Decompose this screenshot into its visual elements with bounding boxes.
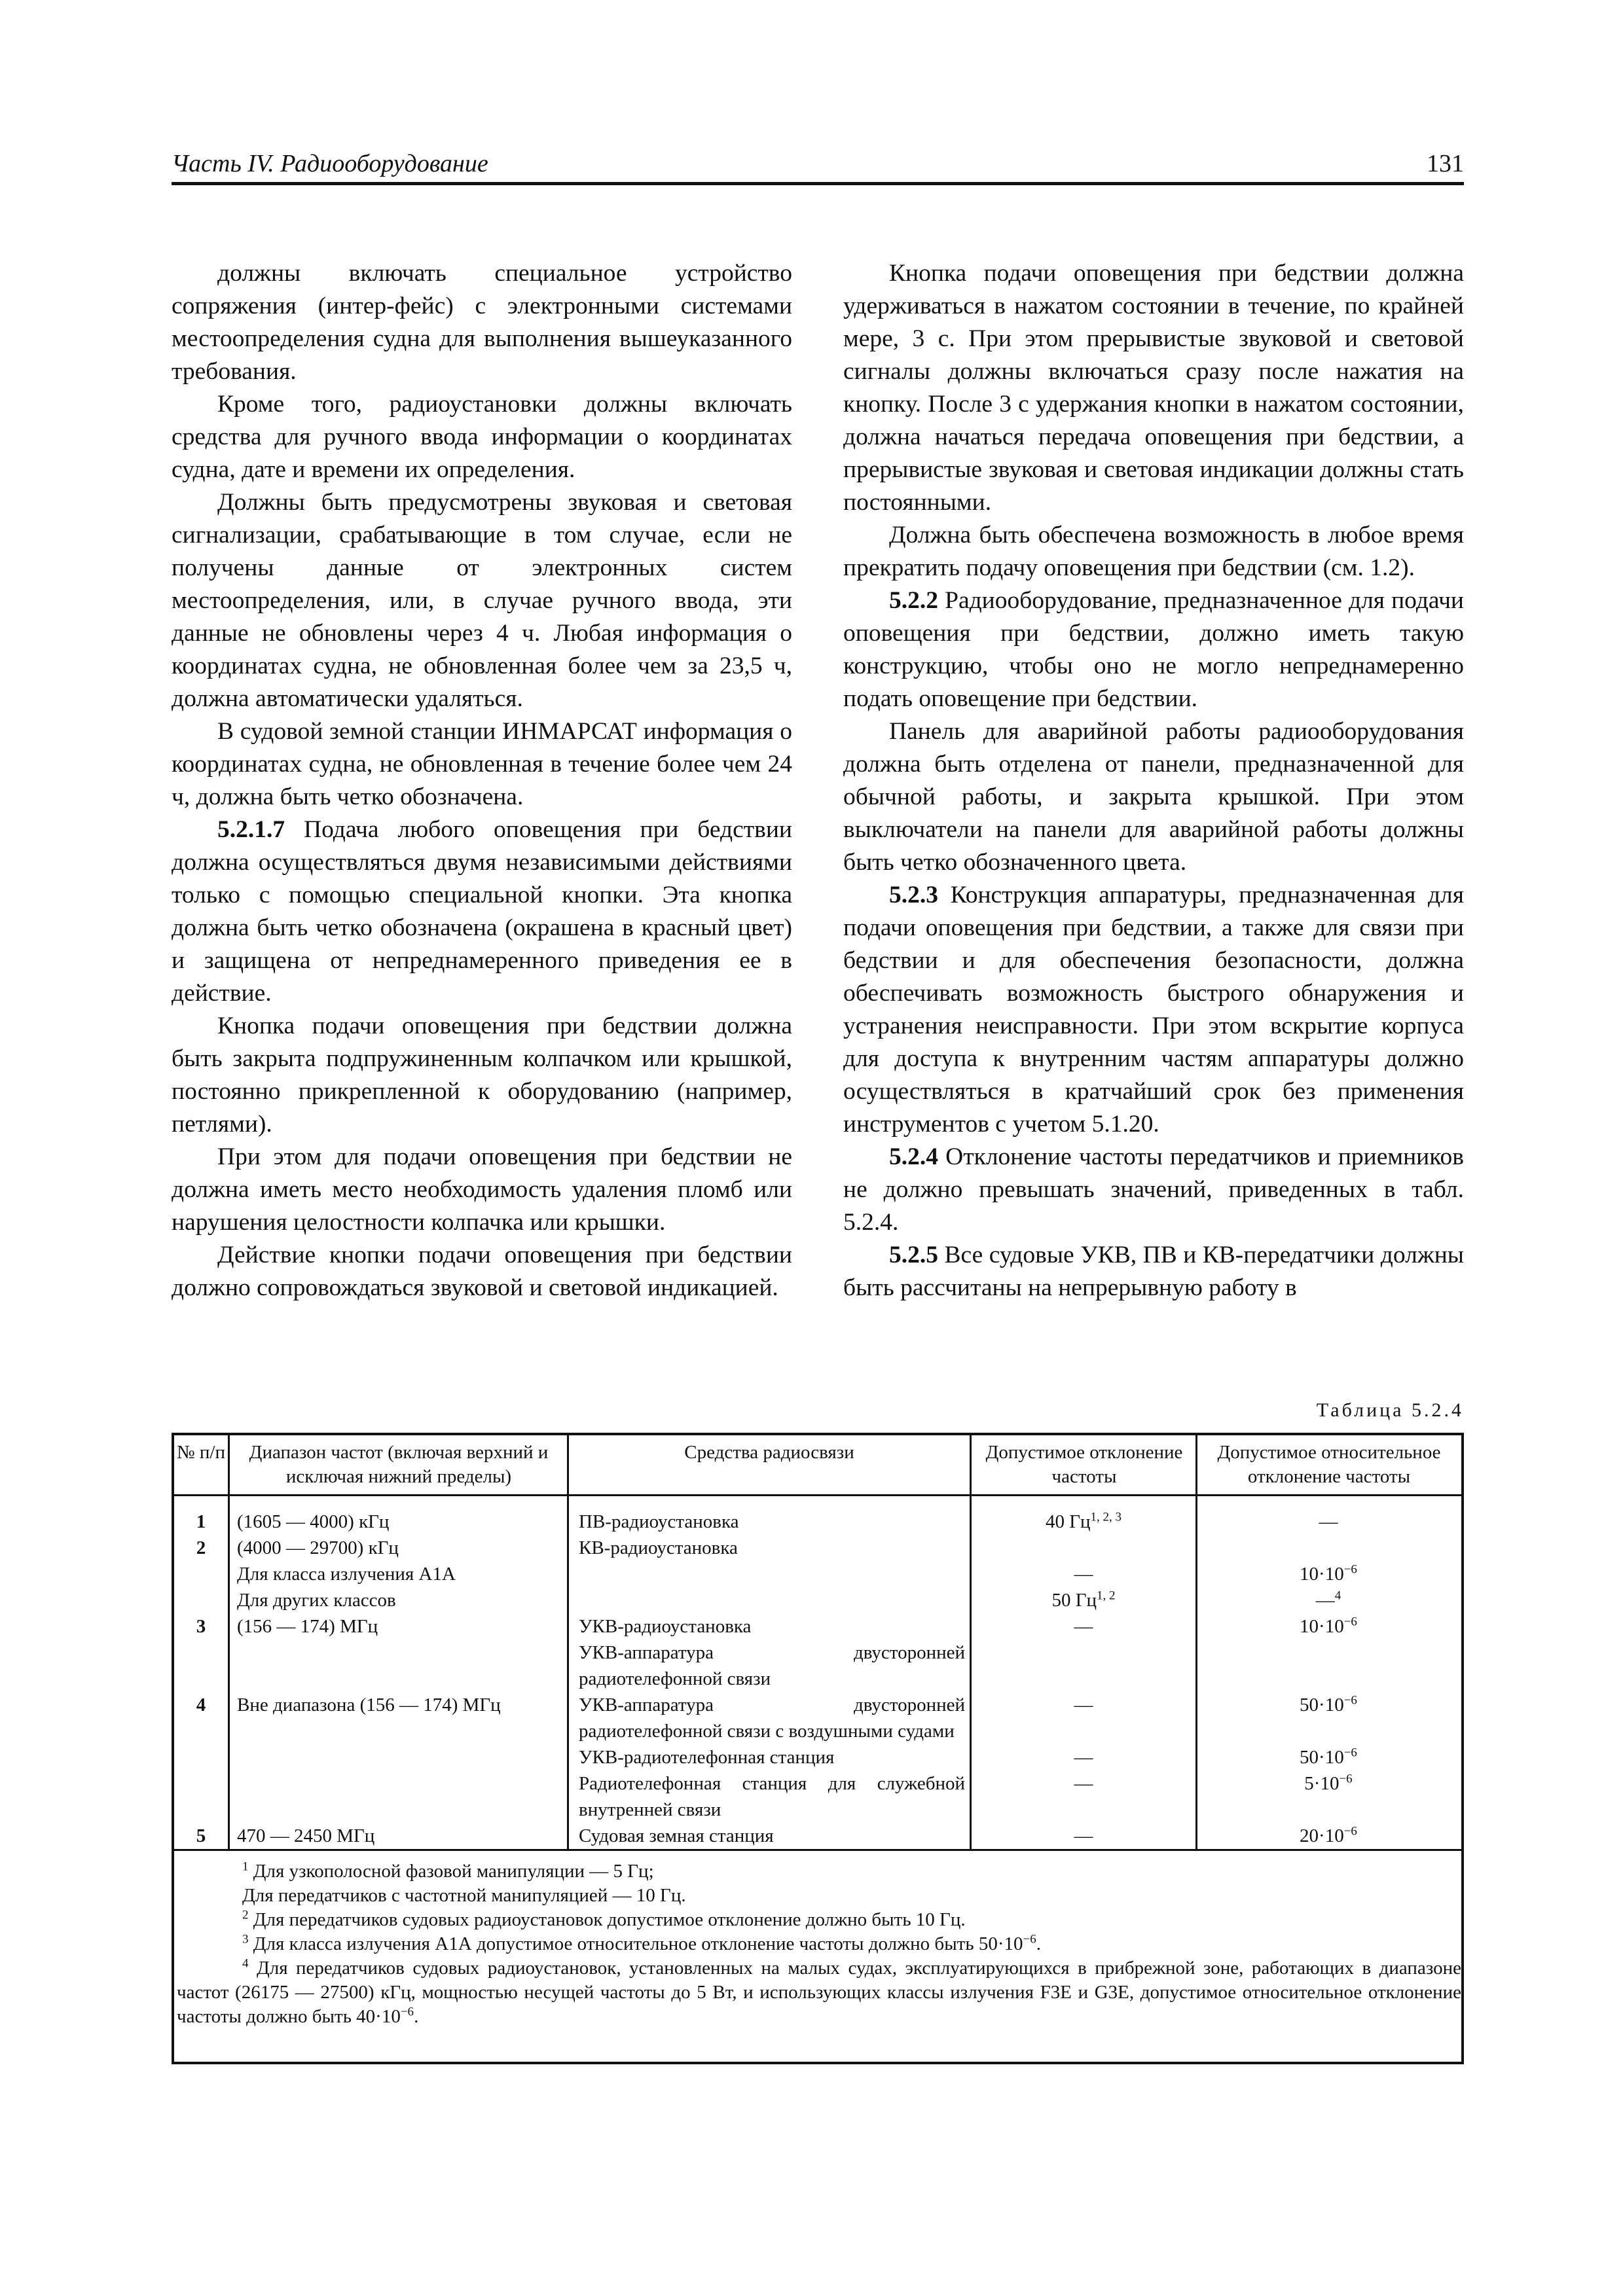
exponent: −6 [1339, 1772, 1353, 1786]
clause-number: 5.2.1.7 [217, 816, 285, 843]
rel-deviation-cell [1197, 1823, 1459, 1849]
abs-deviation-cell: — [1074, 1616, 1093, 1637]
paragraph [172, 814, 792, 1010]
rel-deviation-cell [1197, 1744, 1459, 1770]
table-caption: Таблица 5.2.4 [1316, 1399, 1464, 1421]
header-divider [174, 1494, 1461, 1496]
punctuation: . [414, 2006, 419, 2027]
value: 40 Гц [1045, 1511, 1091, 1532]
clause-text: Подача любого оповещения при бедствии должна осуществляться двумя независимыми действиями только с помощью специальной кнопки. Эта кнопка должна быть четко обозначена (окрашена в красный цвет) и защищена от непреднамеренного приведения ее в действие. [172, 816, 792, 1007]
value: — [1315, 1590, 1335, 1611]
paragraph [843, 879, 1464, 1141]
row-number: 1 [196, 1511, 206, 1532]
row-number: 5 [196, 1825, 206, 1846]
frequency-deviation-table [172, 1433, 1464, 2064]
clause-text: Все судовые УКВ, ПВ и КВ-передатчики должны быть рассчитаны на непрерывную работу в [843, 1242, 1464, 1301]
paragraph: должны включать специальное устройство сопряжения (интер-фейс) с электронными системами местоопределения судна для выполнения вышеуказанного требования. [172, 260, 792, 385]
row-number: 4 [196, 1695, 206, 1715]
running-header [172, 143, 1464, 185]
column-divider [567, 1435, 569, 1849]
exponent: −6 [1343, 1615, 1357, 1629]
clause-number: 5.2.3 [889, 882, 938, 908]
clause-text: Отклонение частоты передатчиков и приемников не должно превышать значений, приведенных в табл. 5.2.4. [843, 1143, 1464, 1236]
range-cell: Вне диапазона (156 — 174) МГц [237, 1695, 501, 1715]
footnote [177, 1956, 1461, 2029]
footnote [177, 1932, 1461, 1956]
exponent: −6 [1343, 1562, 1357, 1577]
clause-number: 5.2.4 [889, 1143, 938, 1170]
exponent: −6 [1343, 1746, 1357, 1760]
header-abs-deviation: Допустимое отклонение частоты [985, 1442, 1183, 1487]
rel-deviation-cell [1197, 1613, 1459, 1640]
paragraph: Должны быть предусмотрены звуковая и световая сигнализации, срабатывающие в том случае, если не получены данные от электронных систем местоопределения, или, в случае ручного ввода, эти данные не обновлены через 4 ч. Любая информация о координатах судна, не обновленная более чем за 23,5 ч, должна автоматически удаляться. [172, 489, 792, 712]
paragraph: Действие кнопки подачи оповещения при бедствии должно сопровождаться звуковой и световой индикацией. [172, 1242, 792, 1301]
footnote-text: Для передатчиков судовых радиоустановок, установленных на малых судах, эксплуатирующихся в прибрежной зоне, работающих в диапазоне частот (26175 — 27500) кГц, мощностью несущей частоты до 5 Вт, и использующих классы излучения F3E и G3E, допустимое относительное отклонение частоты должно быть 40·10 [177, 1958, 1461, 2027]
header-range: Диапазон частот (включая верхний и исключая нижний пределы) [249, 1442, 549, 1487]
paragraph: Кроме того, радиоустановки должны включать средства для ручного ввода информации о координатах судна, дате и времени их определения. [172, 391, 792, 483]
abs-deviation-cell: — [1074, 1564, 1093, 1585]
column-divider [228, 1435, 230, 1849]
rel-deviation-cell [1197, 1770, 1459, 1797]
header-means: Средства радиосвязи [684, 1442, 854, 1463]
abs-deviation-cell: — [1074, 1825, 1093, 1846]
clause-text: Конструкция аппаратуры, предназначенная для подачи оповещения при бедствии, а также для связи при бедствии и для обеспечения безопасности, должна обеспечивать возможность быстрого обнаружения и устранения неисправности. При этом вскрытие корпуса для доступа к внутренним частям аппаратуры должно осуществляться в кратчайший срок без применения инструментов с учетом 5.1.20. [843, 882, 1464, 1138]
means-cell: Судовая земная станция [579, 1825, 774, 1846]
abs-deviation-cell [972, 1509, 1195, 1535]
abs-deviation-cell: — [1074, 1747, 1093, 1768]
abs-deviation-cell: — [1074, 1773, 1093, 1794]
footnote-ref: 1, 2 [1097, 1588, 1116, 1603]
rel-deviation-cell: — [1319, 1511, 1338, 1532]
rel-deviation-cell [1197, 1587, 1459, 1613]
means-cell: КВ-радиоустановка [579, 1537, 738, 1558]
abs-deviation-cell [972, 1587, 1195, 1613]
means-cell: УКВ-аппаратура двусторонней радиотелефонной связи [579, 1642, 965, 1689]
value: 10·10 [1300, 1616, 1344, 1637]
footnote-mark: 1 [242, 1859, 249, 1874]
value: 50·10 [1300, 1695, 1344, 1715]
paragraph: При этом для подачи оповещения при бедствии не должна иметь место необходимость удаления пломб или нарушения целостности колпачка или крышки. [172, 1143, 792, 1236]
footnote-mark: 4 [242, 1956, 249, 1971]
paragraph [843, 1239, 1464, 1304]
range-cell: (1605 — 4000) кГц [237, 1511, 390, 1532]
abs-deviation-cell: — [1074, 1695, 1093, 1715]
exponent: −6 [1023, 1932, 1036, 1946]
value: 5·10 [1304, 1773, 1340, 1794]
paragraph: В судовой земной станции ИНМАРСАТ информация о координатах судна, не обновленная в течение более чем 24 ч, должна быть четко обозначена. [172, 718, 792, 810]
value: 50·10 [1300, 1747, 1344, 1768]
page-number: 131 [1427, 150, 1464, 177]
footnote-text: Для передатчиков судовых радиоустановок допустимое отклонение должно быть 10 Гц. [253, 1909, 966, 1930]
means-cell: Радиотелефонная станция для служебной внутренней связи [579, 1773, 965, 1820]
range-cell: Для класса излучения А1А [237, 1564, 456, 1585]
exponent: −6 [400, 2005, 414, 2019]
paragraph: Кнопка подачи оповещения при бедствии должна удерживаться в нажатом состоянии в течение, по крайней мере, 3 с. При этом прерывистые звуковой и световой сигналы должны включаться сразу после нажатия на кнопку. После 3 с удержания кнопки в нажатом состоянии, должна начаться передача оповещения при бедствии, а прерывистые звуковая и световая индикации должны стать постоянными. [843, 260, 1464, 516]
footnote [177, 1908, 1461, 1932]
left-column [172, 257, 792, 1304]
footnote [177, 1859, 1461, 1884]
range-cell: (156 — 174) МГц [237, 1616, 378, 1637]
paragraph: Панель для аварийной работы радиооборудования должна быть отделена от панели, предназначенной для обычной работы, и закрыта крышкой. При этом выключатели на панели для аварийной работы должны быть четко обозначенного цвета. [843, 718, 1464, 876]
clause-number: 5.2.5 [889, 1242, 938, 1268]
header-rel-deviation: Допустимое относительное отклонение частоты [1217, 1442, 1441, 1487]
clause-text: Радиооборудование, предназначенное для подачи оповещения при бедствии, должно иметь такую конструкцию, чтобы оно не могло непреднамеренно подать оповещение при бедствии. [843, 587, 1464, 712]
means-cell: УКВ-радиотелефонная станция [579, 1747, 835, 1768]
value: 10·10 [1300, 1564, 1344, 1585]
footnote-mark: 2 [242, 1908, 249, 1922]
exponent: −6 [1343, 1693, 1357, 1708]
paragraph [843, 584, 1464, 715]
rel-deviation-cell [1197, 1692, 1459, 1718]
value: 50 Гц [1051, 1590, 1097, 1611]
range-cell: 470 — 2450 МГц [237, 1825, 375, 1846]
clause-number: 5.2.2 [889, 587, 938, 614]
notes-divider [174, 1849, 1461, 1851]
rel-deviation-cell [1197, 1561, 1459, 1587]
paragraph [843, 1141, 1464, 1239]
range-cell: (4000 — 29700) кГц [237, 1537, 399, 1558]
right-column [843, 257, 1464, 1304]
footnote-ref: 1, 2, 3 [1090, 1510, 1122, 1524]
footnote-mark: 3 [242, 1932, 249, 1946]
means-cell: УКВ-радиоустановка [579, 1616, 752, 1637]
row-number: 2 [196, 1537, 206, 1558]
paragraph: Кнопка подачи оповещения при бедствии должна быть закрыта подпружиненным колпачком или крышкой, постоянно прикрепленной к оборудованию (например, петлями). [172, 1013, 792, 1138]
paragraph: Должна быть обеспечена возможность в любое время прекратить подачу оповещения при бедствии (см. 1.2). [843, 522, 1464, 581]
range-cell: Для других классов [237, 1590, 396, 1611]
footnote-text: Для передатчиков с частотной манипуляцией — 10 Гц. [242, 1885, 686, 1906]
means-cell: ПВ-радиоустановка [579, 1511, 739, 1532]
footnote-text: Для класса излучения А1А допустимое относительное отклонение частоты должно быть 50·10 [253, 1933, 1023, 1954]
footnote-text: Для узкополосной фазовой манипуляции — 5 Гц; [253, 1861, 654, 1882]
footnote [177, 1884, 1461, 1908]
section-title: Часть IV. Радиооборудование [172, 150, 488, 177]
header-num: № п/п [176, 1442, 225, 1463]
footnote-ref: 4 [1334, 1588, 1341, 1603]
means-cell: УКВ-аппаратура двусторонней радиотелефонной связи с воздушными судами [579, 1695, 965, 1742]
exponent: −6 [1343, 1824, 1357, 1839]
value: 20·10 [1300, 1825, 1344, 1846]
table-footnotes [177, 1859, 1461, 2029]
punctuation: . [1036, 1933, 1041, 1954]
row-number: 3 [196, 1616, 206, 1637]
